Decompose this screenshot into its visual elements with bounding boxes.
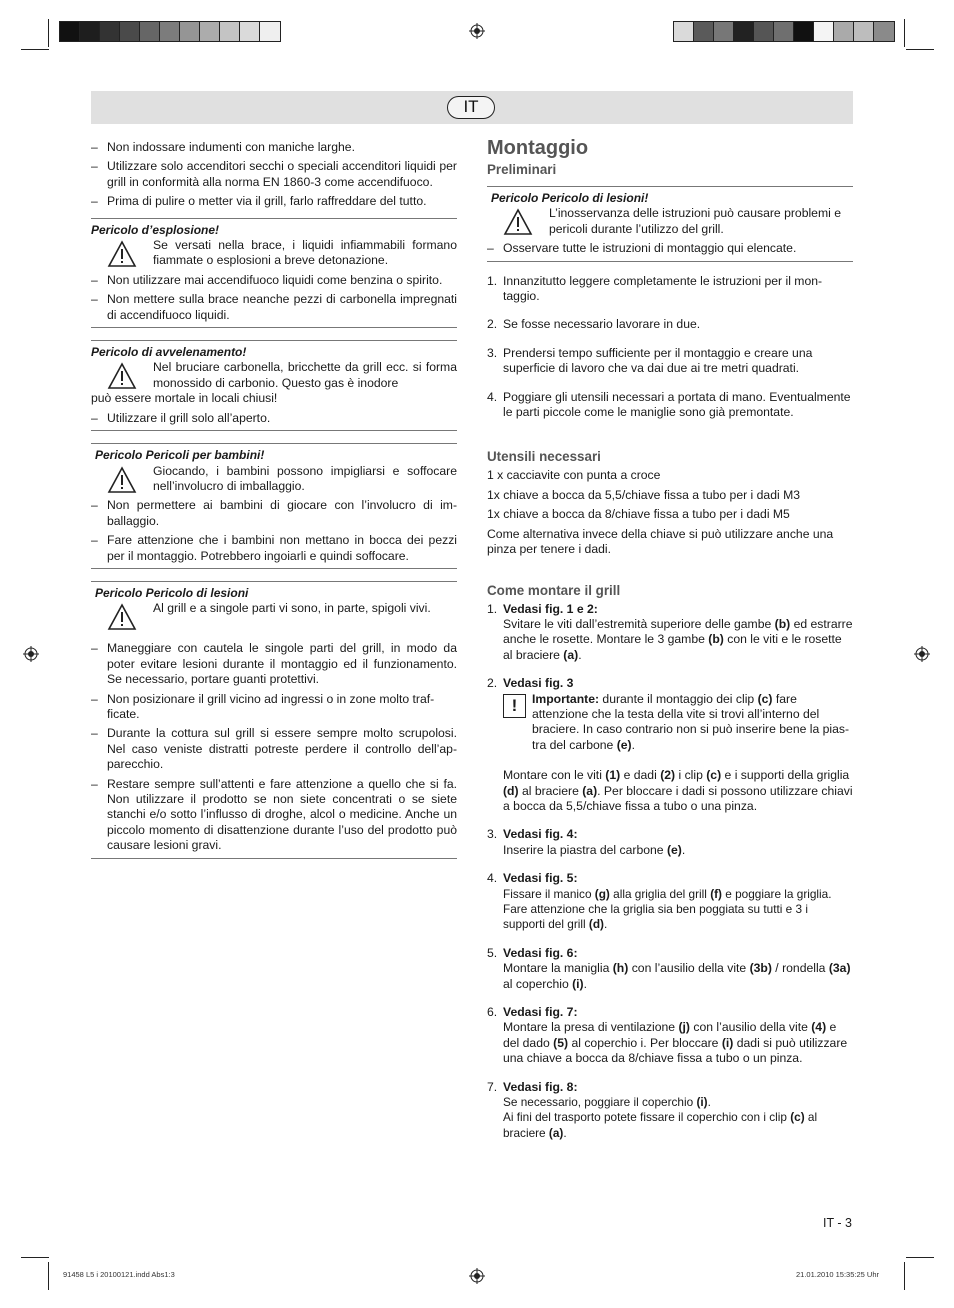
step-number: 4. bbox=[487, 871, 498, 886]
color-swatch bbox=[834, 22, 854, 41]
step-number: 4. bbox=[487, 389, 498, 404]
step-number: 7. bbox=[487, 1079, 498, 1094]
step-item bbox=[487, 346, 853, 377]
color-swatch bbox=[80, 22, 100, 41]
assembly-step bbox=[487, 1005, 853, 1067]
list-item: – Maneggiare con cautela le singole parti del grill, in modo da poter evitare lesioni durante il montaggio ed il funzionamento. Se necessario, portare guanti protettivi. bbox=[91, 641, 457, 687]
list-item: – Non utilizzare mai accendifuoco liquidi come benzina o spirito. bbox=[91, 273, 457, 288]
crop-mark bbox=[48, 1262, 49, 1290]
step-number: 2. bbox=[487, 676, 498, 691]
color-swatch bbox=[814, 22, 834, 41]
list-item: – Non mettere sulla brace neanche pezzi di carbonella impregnati di accendifuoco liquidi. bbox=[91, 292, 457, 323]
step-text: Fissare il manico (g) alla griglia del grill (f) e poggiare la griglia. Fare attenzione che la griglia sia ben poggiata su tutti e 3 i supporti del grill (d). bbox=[503, 886, 832, 932]
color-swatch bbox=[734, 22, 754, 41]
step-number: 1. bbox=[487, 601, 498, 616]
subsection-title: Come montare il grill bbox=[487, 582, 621, 598]
list-item: – Restare sempre sull’attenti e fare attenzione a quello che si fa. Non utilizzare il prodotto se non siete concentrati o se siete stanchi e/o sotto l’influsso di droghe, alcol o medicine. Anche un piccolo momento di disattenzione durante l’uso del prodotto può causare lesioni gravi. bbox=[91, 777, 457, 854]
warning-text: L’inosservanza delle istruzioni può causare problemi e pericoli durante l’utilizzo del grill. bbox=[549, 206, 841, 236]
crop-mark bbox=[906, 1257, 934, 1258]
warning-explosion bbox=[91, 218, 457, 328]
color-swatch bbox=[714, 22, 734, 41]
footer-timestamp: 21.01.2010 15:35:25 Uhr bbox=[796, 1270, 879, 1279]
warning-title: Pericolo di avvelenamento! bbox=[91, 345, 247, 360]
page-number: IT - 3 bbox=[823, 1216, 852, 1230]
tool-item: 1 x cacciavite con punta a croce bbox=[487, 468, 661, 483]
warning-injury bbox=[91, 581, 457, 859]
list-item: – Utilizzare solo accenditori secchi o speciali accenditori liquidi per grill in conformità alla norma EN 1860-3 come accendifuoco. bbox=[91, 159, 457, 190]
warning-triangle-icon bbox=[107, 603, 137, 631]
tool-note: Come alternativa invece della chiave si può utilizzare anche una pinza per tenere i dadi. bbox=[487, 526, 834, 557]
color-swatch bbox=[694, 22, 714, 41]
list-item: – Non indossare indumenti con maniche larghe. bbox=[91, 140, 457, 155]
color-swatch bbox=[774, 22, 794, 41]
color-swatch bbox=[874, 22, 894, 41]
step-heading: Vedasi fig. 5: bbox=[503, 871, 578, 886]
step-text: Inserire la piastra del carbone (e). bbox=[503, 842, 686, 857]
color-swatch bbox=[260, 22, 280, 41]
warning-title: Pericolo d’esplosione! bbox=[91, 222, 220, 237]
step-number: 1. bbox=[487, 273, 498, 288]
color-bar-right bbox=[673, 21, 895, 42]
list-item: – Osservare tutte le istruzioni di montaggio qui elencate. bbox=[487, 241, 853, 256]
step-text: Poggiare gli utensili necessari a portata di mano. Eventualmente le parti piccole come le maniglie sono già premontate. bbox=[503, 389, 851, 420]
list-item: – Prima di pulire o metter via il grill, farlo raffreddare del tutto. bbox=[91, 194, 457, 209]
step-item bbox=[487, 317, 853, 332]
important-note: Importante: durante il montaggio dei clip (c) fare attenzione che la testa della vite si trovi all’interno del braciere. In caso contrario non si può inserire bene la piastra del carbone (e). bbox=[532, 691, 850, 752]
crop-mark bbox=[906, 49, 934, 50]
color-swatch bbox=[100, 22, 120, 41]
warning-title: Pericolo Pericoli per bambini! bbox=[95, 448, 265, 463]
warning-triangle-icon bbox=[503, 208, 533, 236]
step-number: 3. bbox=[487, 345, 498, 360]
subsection-title: Utensili necessari bbox=[487, 449, 601, 465]
warning-text: Nel bruciare carbonella, bricchette da grill ecc. si forma monossido di carbonio. Questo gas è inodore bbox=[153, 360, 457, 390]
step-text: Prendersi tempo sufficiente per il montaggio e creare una superficie di lavoro che va dai due ai tre metri quadrati. bbox=[503, 345, 813, 376]
warning-text: Se versati nella brace, i liquidi infiammabili formano fiammate o esplosioni a breve detonazione. bbox=[153, 238, 457, 268]
color-swatch bbox=[220, 22, 240, 41]
step-item bbox=[487, 390, 853, 421]
assembly-step bbox=[487, 946, 853, 992]
assembly-step bbox=[487, 602, 853, 664]
warning-triangle-icon bbox=[107, 362, 137, 390]
section-title: Montaggio bbox=[487, 137, 589, 159]
step-number: 2. bbox=[487, 317, 498, 332]
color-swatch bbox=[854, 22, 874, 41]
step-text: Montare con le viti (1) e dadi (2) i clip (c) e i supporti della griglia (d) al braciere (a). Per bloccare i dadi si possono utilizzare chiavi a bocca da 5,5/chiave fissa a tubo o una pinza. bbox=[503, 768, 853, 813]
warning-triangle-icon bbox=[107, 466, 137, 494]
step-text: Ai fini del trasporto potete fissare il coperchio con i clip (c) al braciere (a). bbox=[503, 1110, 818, 1140]
warning-title: Pericolo Pericolo di lesioni! bbox=[491, 191, 649, 205]
assembly-step bbox=[487, 871, 853, 933]
color-swatch bbox=[240, 22, 260, 41]
step-heading: Vedasi fig. 1 e 2: bbox=[503, 601, 598, 616]
color-swatch bbox=[794, 22, 814, 41]
crop-mark bbox=[904, 1262, 905, 1290]
step-number: 3. bbox=[487, 827, 498, 842]
crop-mark bbox=[21, 1257, 49, 1258]
tool-item: 1x chiave a bocca da 8/chiave fissa a tubo per i dadi M5 bbox=[487, 507, 790, 522]
footer-file-info: 91458 L5 i 20100121.indd Abs1:3 bbox=[63, 1270, 175, 1279]
color-swatch bbox=[180, 22, 200, 41]
assembly-step bbox=[487, 1080, 853, 1142]
step-text: Montare la maniglia (h) con l’ausilio della vite (3b) / rondella (3a) al coperchio (i). bbox=[503, 961, 851, 991]
warning-text: Al grill e a singole parti vi sono, in parte, spigoli vivi. bbox=[153, 601, 431, 616]
step-heading: Vedasi fig. 3 bbox=[503, 676, 574, 691]
subsection-title: Preliminari bbox=[487, 162, 557, 177]
color-swatch bbox=[140, 22, 160, 41]
step-text: Svitare le viti dall’estremità superiore delle gambe (b) ed estrarre anche le rosette. Montare le 3 gambe (b) con le viti e le rosette al braciere (a). bbox=[503, 616, 853, 662]
assembly-step bbox=[487, 676, 853, 814]
step-number: 6. bbox=[487, 1005, 498, 1020]
exclamation-icon: ! bbox=[503, 694, 526, 718]
step-number: 5. bbox=[487, 945, 498, 960]
registration-mark-icon bbox=[469, 1268, 485, 1284]
warning-text-continued: può essere mortale in locali chiusi! bbox=[91, 391, 278, 406]
step-text: Se fosse necessario lavorare in due. bbox=[503, 317, 701, 332]
registration-mark-icon bbox=[914, 646, 930, 662]
step-heading: Vedasi fig. 6: bbox=[503, 945, 578, 960]
color-swatch bbox=[60, 22, 80, 41]
step-text: Innanzitutto leggere completamente le istruzioni per il montaggio. bbox=[503, 273, 823, 304]
step-heading: Vedasi fig. 7: bbox=[503, 1005, 578, 1020]
step-heading: Vedasi fig. 8: bbox=[503, 1079, 578, 1094]
list-item: – Non permettere ai bambini di giocare con l’involucro di imballaggio. bbox=[91, 498, 457, 529]
assembly-step bbox=[487, 827, 853, 858]
left-column bbox=[91, 140, 457, 871]
crop-mark bbox=[48, 19, 49, 47]
list-item: – Durante la cottura sul grill si essere sempre molto scrupolosi. Nel caso veniste distratti potreste perdere il controllo dell’apparecchio. bbox=[91, 726, 457, 772]
color-swatch bbox=[160, 22, 180, 41]
warning-text: Giocando, i bambini possono impigliarsi e soffocare nell’involucro di imballaggio. bbox=[153, 463, 457, 493]
registration-mark-icon bbox=[469, 23, 485, 39]
warning-triangle-icon bbox=[107, 240, 137, 268]
warning-children bbox=[91, 443, 457, 569]
tool-item: 1x chiave a bocca da 5,5/chiave fissa a tubo per i dadi M3 bbox=[487, 487, 801, 502]
list-item: – Fare attenzione che i bambini non mettano in bocca dei pezzi per il montaggio. Potrebbero ingoiarli e quindi soffocare. bbox=[91, 533, 457, 564]
step-item bbox=[487, 274, 853, 305]
color-swatch bbox=[674, 22, 694, 41]
color-bar-left bbox=[59, 21, 281, 42]
step-heading: Vedasi fig. 4: bbox=[503, 827, 578, 842]
color-swatch bbox=[200, 22, 220, 41]
right-column bbox=[487, 137, 853, 1154]
step-text: Se necessario, poggiare il coperchio (i). bbox=[503, 1095, 711, 1110]
registration-mark-icon bbox=[23, 646, 39, 662]
crop-mark bbox=[904, 19, 905, 47]
list-item: – Non posizionare il grill vicino ad ingressi o in zone molto trafficate. bbox=[91, 692, 457, 723]
language-badge: IT bbox=[447, 96, 495, 119]
color-swatch bbox=[754, 22, 774, 41]
warning-poisoning bbox=[91, 340, 457, 431]
warning-injury-assembly bbox=[487, 186, 853, 262]
color-swatch bbox=[120, 22, 140, 41]
list-item: – Utilizzare il grill solo all’aperto. bbox=[91, 411, 457, 426]
step-text: Montare la presa di ventilazione (j) con l’ausilio della vite (4) e del dado (5) al coperchio i. Per bloccare (i) dadi si può utilizzare una chiave a bocca da 8/chiave fissa a tubo o un pinza. bbox=[503, 1020, 848, 1066]
warning-title: Pericolo Pericolo di lesioni bbox=[95, 585, 249, 600]
crop-mark bbox=[21, 49, 49, 50]
